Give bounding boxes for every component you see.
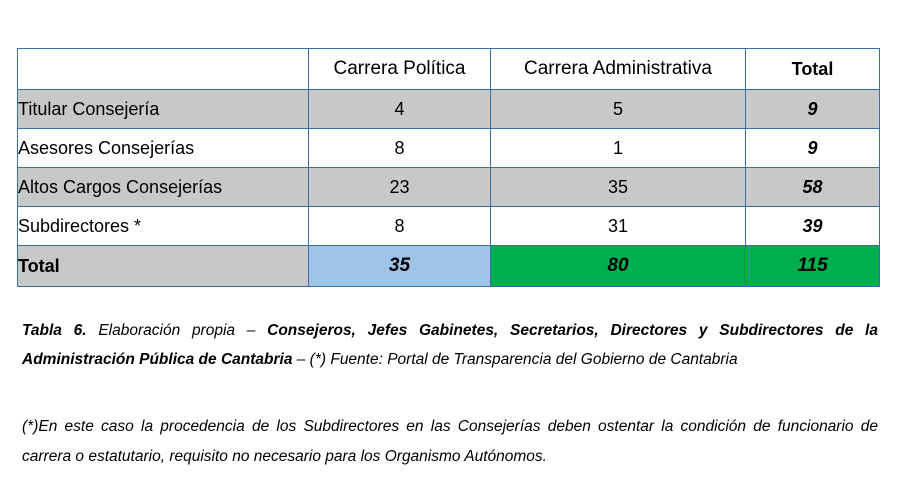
cell-politica: 8 [309, 207, 491, 246]
table-row [18, 168, 880, 207]
totals-administrativa: 80 [491, 246, 746, 287]
row-label: Subdirectores * [18, 207, 309, 246]
totals-politica: 35 [309, 246, 491, 287]
cell-administrativa: 35 [491, 168, 746, 207]
row-label: Titular Consejería [18, 90, 309, 129]
row-label: Altos Cargos Consejerías [18, 168, 309, 207]
data-table [17, 48, 880, 287]
table-body [18, 90, 880, 287]
cell-politica: 23 [309, 168, 491, 207]
cell-total: 9 [746, 129, 880, 168]
cell-total: 39 [746, 207, 880, 246]
cell-administrativa: 31 [491, 207, 746, 246]
column-header-carrera-politica: Carrera Política [309, 49, 491, 90]
totals-total: 115 [746, 246, 880, 287]
table-row [18, 90, 880, 129]
top-strip [0, 0, 898, 14]
caption-part2: – (*) Fuente: Portal de Transparencia del Gobierno de Cantabria [292, 351, 738, 368]
cell-administrativa: 5 [491, 90, 746, 129]
table-head [18, 49, 880, 90]
cell-total: 9 [746, 90, 880, 129]
cell-politica: 8 [309, 129, 491, 168]
column-header-total: Total [746, 49, 880, 90]
table-header-row [18, 49, 880, 90]
table-totals-row [18, 246, 880, 287]
caption-bold-part: Consejeros, Jefes Gabinetes, Secretarios, Directores y Subdirectores de la Administración Pública de Cantabria [22, 322, 878, 368]
table-caption [22, 316, 878, 374]
totals-label: Total [18, 246, 309, 287]
table-row [18, 207, 880, 246]
cell-politica: 4 [309, 90, 491, 129]
cell-total: 58 [746, 168, 880, 207]
row-label: Asesores Consejerías [18, 129, 309, 168]
column-header-blank [18, 49, 309, 90]
table-footnote: (*)En este caso la procedencia de los Subdirectores en las Consejerías deben ostentar la condición de funcionario de carrera o estatutario, requisito no necesario para los Organismo Autónomos. [22, 418, 878, 465]
cell-administrativa: 1 [491, 129, 746, 168]
caption-label: Tabla 6. [22, 322, 87, 339]
table-row [18, 129, 880, 168]
column-header-carrera-administrativa: Carrera Administrativa [491, 49, 746, 90]
caption-part1: Elaboración propia – [86, 322, 268, 339]
top-text-fragment [22, 0, 182, 4]
